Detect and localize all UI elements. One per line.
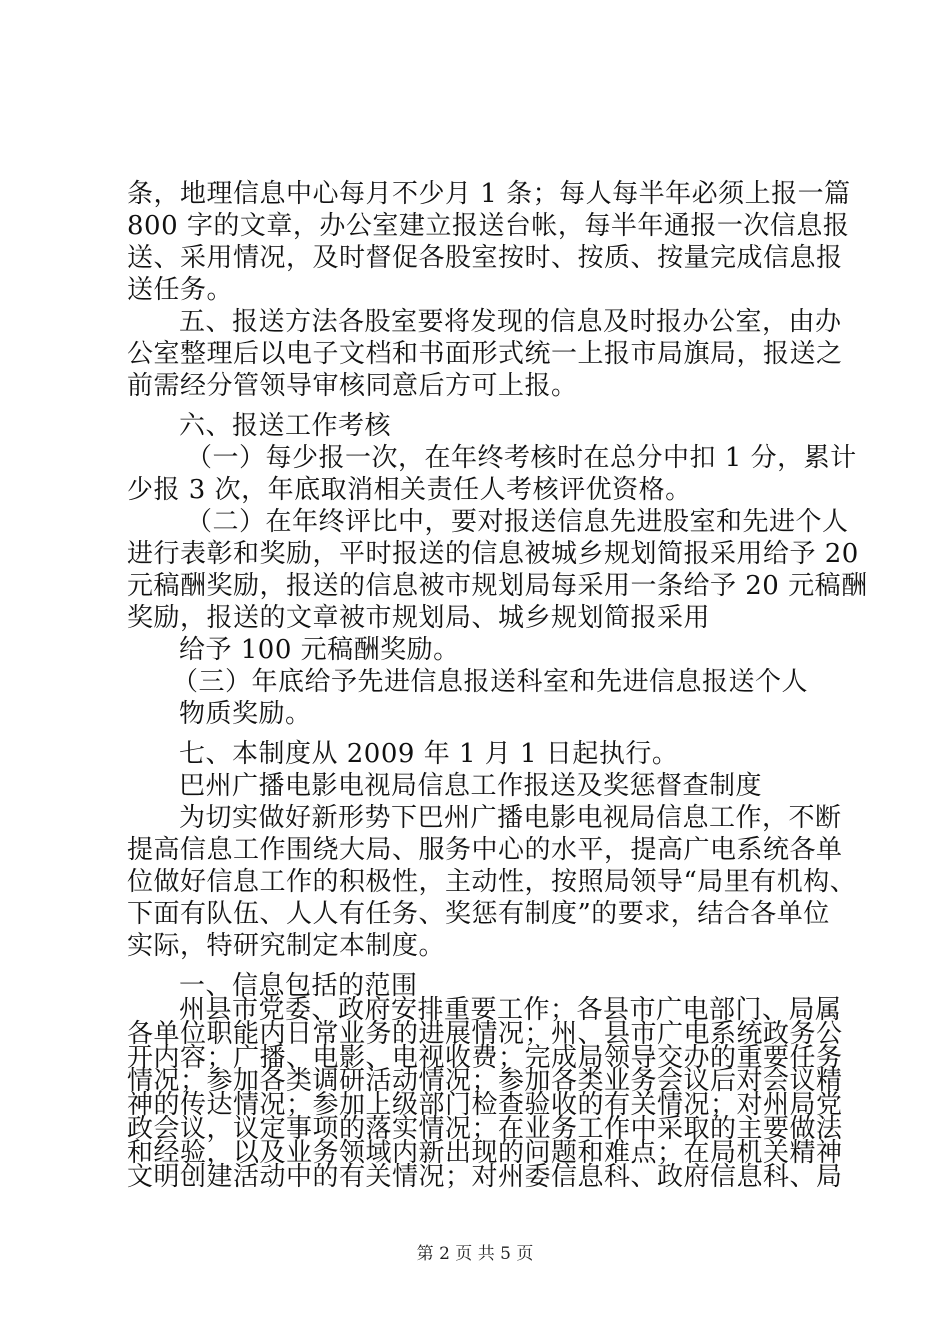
text-line: 元稿酬奖励，报送的信息被市规划局每采用一条给予 20 元稿酬 (127, 571, 868, 601)
text-line: 物质奖励。 (179, 699, 312, 729)
text-line: 给予 100 元稿酬奖励。 (179, 635, 460, 665)
text-line: 文明创建活动中的有关情况；对州委信息科、政府信息科、局 (127, 1162, 843, 1192)
text-line: 奖励，报送的文章被市规划局、城乡规划简报采用 (127, 603, 711, 633)
text-line: （一）每少报一次，在年终考核时在总分中扣 1 分，累计 (186, 443, 857, 473)
text-line: 神的传达情况；参加上级部门检查验收的有关情况；对州局党 (127, 1090, 843, 1120)
text-line: 条，地理信息中心每月不少月 1 条；每人每半年必须上报一篇 (127, 179, 851, 209)
section-heading: 一、信息包括的范围 (179, 971, 418, 1001)
text-line: 五、报送方法各股室要将发现的信息及时报办公室，由办 (179, 307, 842, 337)
document-title: 巴州广播电影电视局信息工作报送及奖惩督查制度 (179, 771, 763, 801)
text-line: 提高信息工作围绕大局、服务中心的水平，提高广电系统各单 (127, 835, 843, 865)
text-line: 公室整理后以电子文档和书面形式统一上报市局旗局，报送之 (127, 339, 843, 369)
text-line: 开内容；广播、电影、电视收费；完成局领导交办的重要任务 (127, 1043, 843, 1073)
text-line: 七、本制度从 2009 年 1 月 1 日起执行。 (179, 739, 679, 769)
text-line: 政会议，议定事项的落实情况；在业务工作中采取的主要做法 (127, 1114, 843, 1144)
text-line: 情况；参加各类调研活动情况；参加各类业务会议后对会议精 (127, 1066, 843, 1096)
text-line: 和经验，以及业务领域内新出现的问题和难点；在局机关精神 (127, 1138, 843, 1168)
text-line: （二）在年终评比中，要对报送信息先进股室和先进个人 (186, 507, 849, 537)
text-line: 少报 3 次，年底取消相关责任人考核评优资格。 (127, 475, 692, 505)
text-line: 各单位职能内日常业务的进展情况；州、县市广电系统政务公 (127, 1019, 843, 1049)
text-line: 下面有队伍、人人有任务、奖惩有制度”的要求，结合各单位 (127, 899, 830, 929)
text-line: 位做好信息工作的积极性，主动性，按照局领导“局里有机构、 (127, 867, 857, 897)
text-line: 送、采用情况，及时督促各股室按时、按质、按量完成信息报 (127, 243, 843, 273)
text-line: 前需经分管领导审核同意后方可上报。 (127, 371, 578, 401)
page-footer: 第 2 页 共 5 页 (416, 1244, 534, 1264)
text-line: 为切实做好新形势下巴州广播电影电视局信息工作，不断 (179, 803, 842, 833)
text-line: （三）年底给予先进信息报送科室和先进信息报送个人 (172, 667, 809, 697)
section-heading: 六、报送工作考核 (179, 411, 392, 441)
text-line: 800 字的文章，办公室建立报送台帐，每半年通报一次信息报 (127, 211, 850, 241)
text-line: 送任务。 (127, 275, 234, 305)
text-line: 进行表彰和奖励，平时报送的信息被城乡规划简报采用给予 20 (127, 539, 859, 569)
text-line: 州县市党委、政府安排重要工作；各县市广电部门、局属 (179, 995, 842, 1025)
text-line: 实际，特研究制定本制度。 (127, 931, 446, 961)
